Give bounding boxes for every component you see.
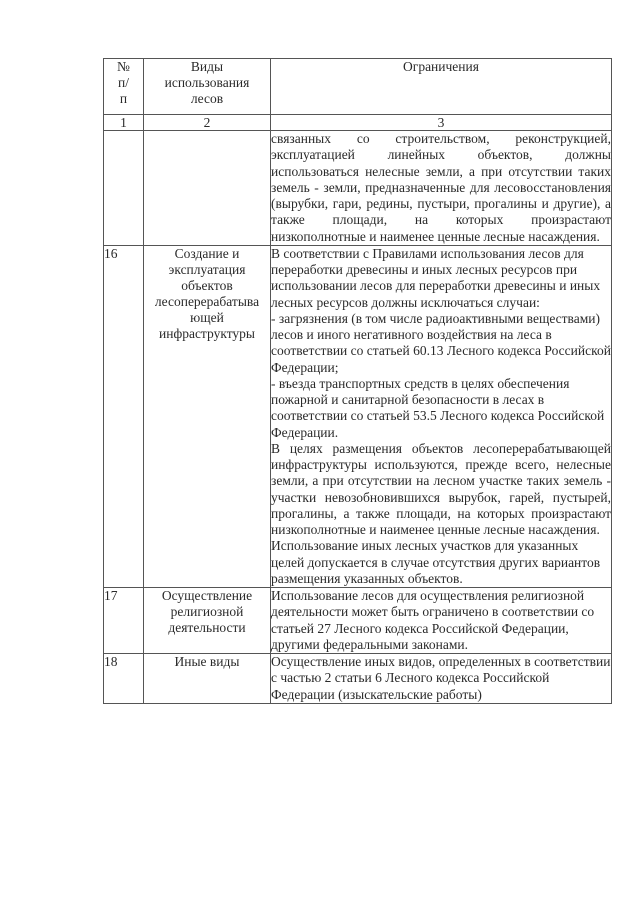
row-type-line: Создание и	[174, 245, 240, 261]
column-number: 3	[271, 115, 612, 131]
table-row	[104, 654, 612, 704]
header-number-line: п/	[118, 75, 129, 90]
column-number: 1	[104, 115, 144, 131]
restriction-paragraph: В целях размещения объектов лесоперерабатывающей инфраструктуры используются, прежде всего, нелесные земли, а при отсутствии на лесном участке таких земель - участки невозобновившихся вырубок, гарей, пустырей, прогалины, а также площади, на которых произрастают низкополнотные и наименее ценные лесные насаждения.	[271, 440, 611, 537]
forest-use-restrictions-table	[103, 58, 612, 704]
row-type-line: религиозной	[170, 604, 244, 619]
row-type-line: объектов	[181, 277, 233, 293]
table-row	[104, 131, 612, 246]
header-number-line: №	[117, 59, 130, 74]
row-type	[144, 131, 271, 246]
row-number: 18	[104, 654, 144, 704]
row-restrictions	[271, 654, 612, 704]
row-restrictions	[271, 131, 612, 246]
row-restrictions	[271, 588, 612, 654]
row-type-line: инфраструктуры	[159, 325, 255, 341]
restriction-paragraph: - въезда транспортных средств в целях обеспечения пожарной и санитарной безопасности в лесах в соответствии со статьей 53.5 Лесного кодекса Российской Федерации.	[271, 375, 605, 440]
header-restrictions: Ограничения	[271, 59, 612, 115]
restriction-paragraph: В соответствии с Правилами использования лесов для переработки древесины и иных лесных ресурсов при использовании лесов для переработки древесины и иных лесных ресурсов должны исключаться случаи:	[271, 245, 601, 310]
row-type-line: эксплуатация	[168, 261, 246, 277]
row-number: 16	[104, 245, 144, 587]
table-row	[104, 588, 612, 654]
header-types-line: лесов	[190, 91, 224, 106]
header-types-line: Виды	[190, 59, 224, 74]
row-type-line: Иные виды	[174, 654, 240, 669]
row-type	[144, 654, 271, 704]
header-types-line: использования	[164, 75, 250, 90]
header-row	[104, 59, 612, 115]
restriction-paragraph: Использование лесов для осуществления религиозной деятельности может быть ограничено в соответствии со статьей 27 Лесного кодекса Российской Федерации, другими федеральными законами.	[271, 588, 595, 652]
restriction-paragraph: Использование иных лесных участков для указанных целей допускается в случае отсутствия других вариантов размещения указанных объектов.	[271, 538, 601, 586]
header-forest-use-types	[144, 59, 271, 115]
column-number-row	[104, 115, 612, 131]
table-row	[104, 245, 612, 587]
row-type-line: Осуществление	[161, 588, 253, 603]
header-number	[104, 59, 144, 115]
row-type-line: деятельности	[168, 620, 246, 635]
row-type-line: лесоперерабатыва	[154, 293, 260, 309]
restriction-paragraph: Осуществление иных видов, определенных в соответствии с частью 2 статьи 6 Лесного кодекса Российской Федерации (изыскательские работы)	[271, 654, 611, 702]
row-type-line: ющей	[190, 309, 224, 325]
row-number: 17	[104, 588, 144, 654]
restriction-paragraph: - загрязнения (в том числе радиоактивными веществами) лесов и иного негативного воздействия на леса в соответствии со статьей 60.13 Лесного кодекса Российской Федерации;	[271, 310, 611, 375]
row-type	[144, 588, 271, 654]
header-number-line: п	[119, 91, 128, 106]
row-type	[144, 245, 271, 587]
column-number: 2	[144, 115, 271, 131]
row-number	[104, 131, 144, 246]
restriction-paragraph: связанных со строительством, реконструкцией, эксплуатацией линейных объектов, должны использоваться нелесные земли, а при отсутствии таких земель - земли, предназначенные для лесовосстановления (вырубки, гари, редины, пустыри, прогалины и другие), а также площади, на которых произрастают низкополнотные и наименее ценные лесные насаждения.	[271, 131, 611, 244]
row-restrictions	[271, 245, 612, 587]
